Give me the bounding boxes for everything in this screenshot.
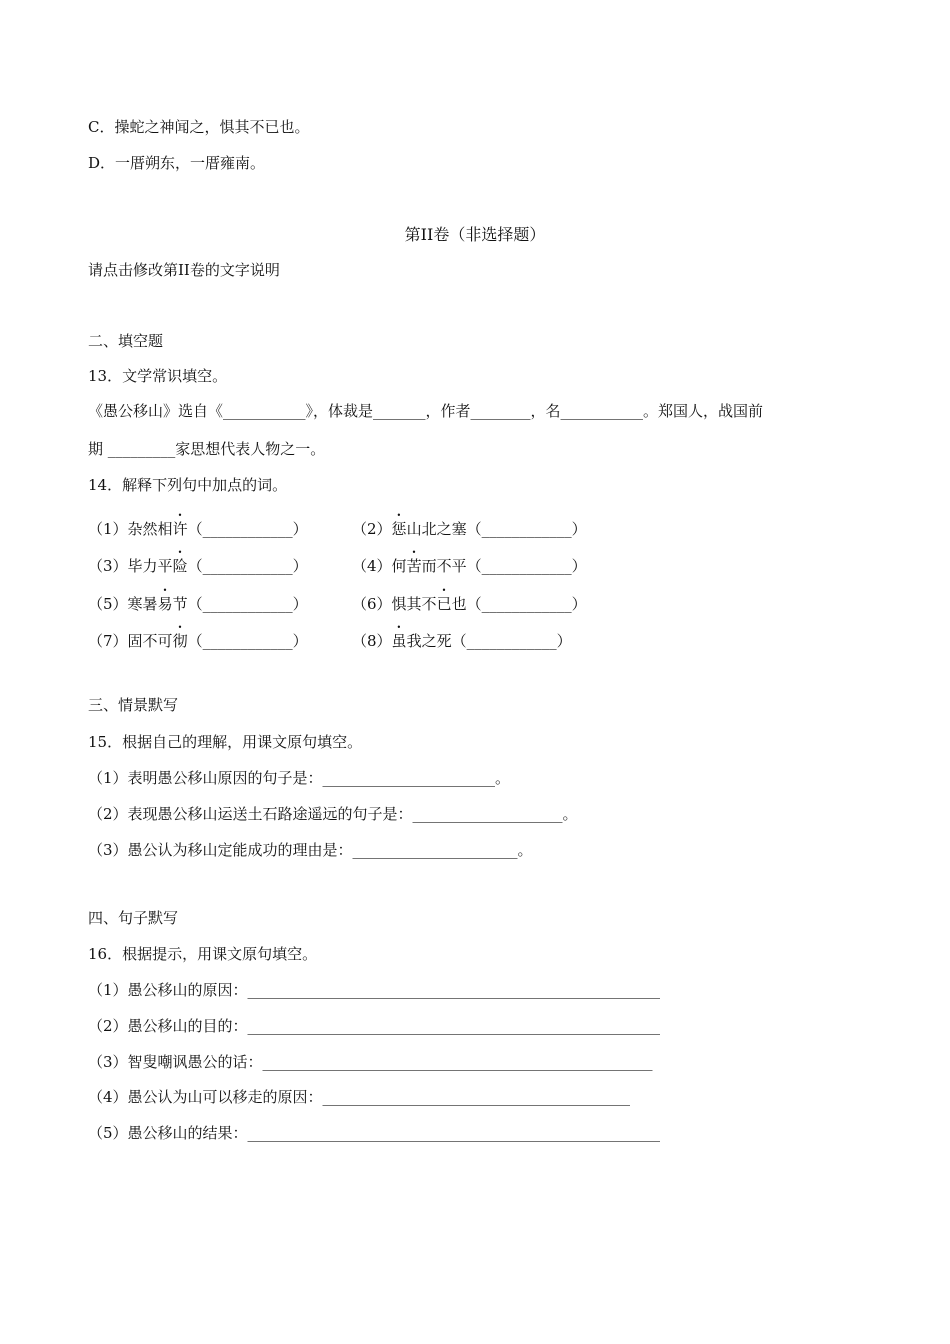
vocab-pre: 杂然相 [127, 520, 173, 538]
vocab-blank: （____________） [466, 520, 587, 538]
vocab-blank: （____________） [466, 557, 587, 575]
question-line: 期 _________家思想代表人物之一。 [88, 440, 326, 458]
part-title: 第II卷（非选择题） [404, 225, 546, 244]
vocab-post: 也 [451, 595, 467, 613]
dotted-word: 易 [157, 595, 173, 613]
fill-item: （1）表明愚公移山原因的句子是：_______________________。 [88, 769, 511, 787]
option-c: C．操蛇之神闻之，惧其不已也。 [88, 118, 310, 136]
vocab-num: （5） [88, 595, 128, 613]
part-note: 请点击修改第II卷的文字说明 [88, 261, 280, 279]
question-stem: 13．文学常识填空。 [88, 367, 228, 385]
section-heading: 四、句子默写 [88, 909, 179, 927]
dotted-word: 许 [172, 520, 188, 538]
vocab-blank: （____________） [187, 595, 308, 613]
vocab-num: （1） [88, 520, 128, 538]
vocab-pre: 固不可 [127, 632, 173, 650]
vocab-item [88, 511, 308, 539]
dotted-word: 惩 [391, 520, 407, 538]
question-line: 《愚公移山》选自《___________》，体裁是_______，作者________，名___________。郑国人，战国前 [88, 402, 764, 420]
vocab-item [352, 548, 587, 576]
vocab-blank: （____________） [466, 595, 587, 613]
fill-item: （2）表现愚公移山运送土石路途遥远的句子是：____________________。 [88, 805, 578, 823]
vocab-num: （3） [88, 557, 128, 575]
vocab-num: （8） [352, 632, 392, 650]
fill-item: （3）愚公认为移山定能成功的理由是：______________________。 [88, 841, 533, 859]
vocab-item [352, 623, 572, 651]
dotted-word: 险 [172, 557, 188, 575]
vocab-item [88, 548, 308, 576]
vocab-post: 而不平 [421, 557, 467, 575]
question-stem: 15．根据自己的理解，用课文原句填空。 [88, 733, 363, 751]
vocab-post: 节 [172, 595, 188, 613]
dotted-word: 虽 [391, 632, 407, 650]
dotted-word: 苦 [406, 557, 422, 575]
vocab-item [352, 511, 587, 539]
vocab-blank: （____________） [187, 632, 308, 650]
fill-item: （3）智叟嘲讽愚公的话：____________________________________________________ [88, 1053, 653, 1071]
fill-item: （1）愚公移山的原因：_______________________________________________________ [88, 981, 661, 999]
option-d: D．一厝朔东，一厝雍南。 [88, 154, 266, 172]
section-heading: 二、填空题 [88, 332, 164, 350]
vocab-num: （7） [88, 632, 128, 650]
vocab-pre: 何 [391, 557, 407, 575]
fill-item: （4）愚公认为山可以移走的原因：_________________________________________ [88, 1088, 631, 1106]
vocab-blank: （____________） [187, 557, 308, 575]
vocab-pre: 寒暑 [127, 595, 158, 613]
vocab-item [88, 586, 308, 614]
vocab-num: （4） [352, 557, 392, 575]
dotted-word: 已 [436, 595, 452, 613]
vocab-pre: 惧其不 [391, 595, 437, 613]
vocab-blank: （____________） [451, 632, 572, 650]
dotted-word: 彻 [172, 632, 188, 650]
question-stem: 14．解释下列句中加点的词。 [88, 476, 288, 494]
vocab-post: 我之死 [406, 632, 452, 650]
vocab-num: （6） [352, 595, 392, 613]
vocab-item [352, 586, 587, 614]
fill-item: （5）愚公移山的结果：_______________________________________________________ [88, 1124, 661, 1142]
vocab-blank: （____________） [187, 520, 308, 538]
section-heading: 三、情景默写 [88, 696, 179, 714]
vocab-num: （2） [352, 520, 392, 538]
vocab-post: 山北之塞 [406, 520, 467, 538]
vocab-item [88, 623, 308, 651]
question-stem: 16．根据提示，用课文原句填空。 [88, 945, 318, 963]
vocab-pre: 毕力平 [127, 557, 173, 575]
fill-item: （2）愚公移山的目的：_______________________________________________________ [88, 1017, 661, 1035]
